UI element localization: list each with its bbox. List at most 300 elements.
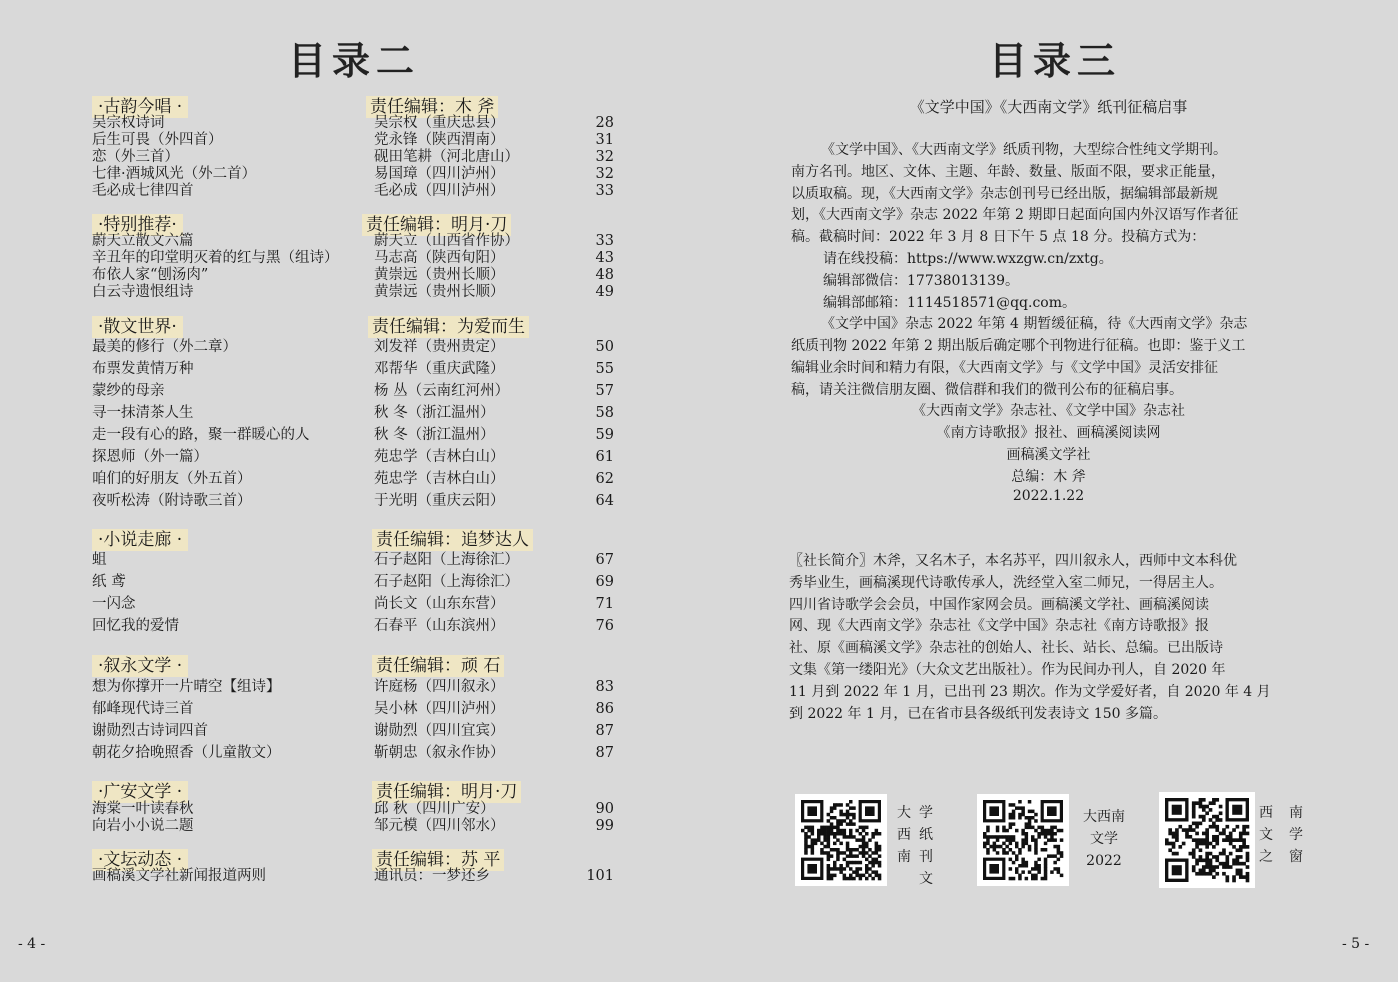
qr-module <box>807 826 811 830</box>
qr-module <box>1212 869 1216 873</box>
section-editor: 责任编辑：明月·刀 <box>372 781 521 803</box>
qr-module <box>1189 828 1193 832</box>
qr-module <box>827 829 831 833</box>
qr-module <box>1219 862 1223 866</box>
qr-module <box>1212 801 1216 805</box>
qr-module <box>1021 861 1025 865</box>
qr-module <box>811 842 815 846</box>
qr-module <box>1034 861 1038 865</box>
qr-module <box>1219 832 1223 836</box>
qr-module <box>830 816 834 820</box>
qr-module <box>827 835 831 839</box>
bio-line: 网、现《大西南文学》杂志社《文学中国》杂志社《南方诗歌报》报 <box>789 618 1209 635</box>
qr-module <box>868 854 872 858</box>
qr-module <box>801 829 805 833</box>
qr-module <box>1012 822 1016 826</box>
qr-module <box>1025 861 1029 865</box>
qr-label-1-col2: 学 纸 刊 文 <box>919 805 933 887</box>
qr-module <box>836 819 840 823</box>
qr-module <box>1205 842 1209 846</box>
entry-page: 62 <box>595 471 614 487</box>
qr-module <box>1205 835 1209 839</box>
qr-module <box>1222 838 1226 842</box>
notice-line: 稿。截稿时间：2022 年 3 月 8 日下午 5 点 18 分。投稿方式为： <box>791 229 1206 246</box>
qr-module <box>1222 848 1226 852</box>
section-heading: ·小说走廊 · <box>92 529 188 551</box>
qr-module <box>855 848 859 852</box>
qr-module <box>1192 855 1196 859</box>
qr-module <box>1044 877 1048 881</box>
qr-module <box>1009 803 1013 807</box>
qr-module <box>1053 861 1057 865</box>
qr-module <box>830 848 834 852</box>
qr-module <box>1037 870 1041 874</box>
qr-module <box>807 835 811 839</box>
qr-module <box>1212 875 1216 879</box>
qr-module <box>1215 835 1219 839</box>
qr-module <box>871 835 875 839</box>
entry-title: 吴宗权诗词 <box>92 115 165 131</box>
qr-module <box>875 861 879 865</box>
qr-module <box>1047 854 1051 858</box>
notice-body <box>791 140 1311 402</box>
qr-module <box>1021 829 1025 833</box>
qr-module <box>852 822 856 826</box>
section-editor: 责任编辑：木 斧 <box>366 96 498 118</box>
qr-module <box>836 858 840 862</box>
qr-module <box>1018 816 1022 820</box>
qr-module <box>1242 862 1246 866</box>
qr-module <box>1047 832 1051 836</box>
qr-module <box>836 829 840 833</box>
qr-module <box>827 864 831 868</box>
notice-wechat: 编辑部微信：17738013139。 <box>823 272 1019 289</box>
qr-module <box>804 838 808 842</box>
qr-module <box>846 877 850 881</box>
qr-code-2[interactable] <box>977 794 1069 886</box>
qr-module <box>804 851 808 855</box>
qr-module <box>843 813 847 817</box>
qr-module <box>817 832 821 836</box>
qr-module <box>849 813 853 817</box>
qr-module <box>839 864 843 868</box>
qr-module <box>1215 855 1219 859</box>
qr-module <box>1168 842 1172 846</box>
qr-module <box>1034 848 1038 852</box>
qr-module <box>1165 838 1169 842</box>
qr-module <box>843 835 847 839</box>
qr-module <box>1215 872 1219 876</box>
qr-module <box>1209 808 1213 812</box>
qr-label-2-line: 2022 <box>1086 853 1122 869</box>
entry-title: 画稿溪文学社新闻报道两则 <box>92 868 266 884</box>
qr-module <box>993 845 997 849</box>
qr-module <box>833 826 837 830</box>
notice-link[interactable]: 请在线投稿：https://www.wxzgw.cn/zxtg。 <box>823 250 1113 267</box>
qr-module <box>1185 835 1189 839</box>
qr-module <box>1192 848 1196 852</box>
qr-module <box>1182 828 1186 832</box>
qr-module <box>1002 835 1006 839</box>
qr-module <box>1202 838 1206 842</box>
qr-module <box>1225 858 1229 862</box>
qr-module <box>862 874 866 878</box>
qr-module <box>1178 825 1182 829</box>
qr-module <box>1053 832 1057 836</box>
qr-module <box>836 854 840 858</box>
qr-module <box>843 858 847 862</box>
qr-module <box>849 861 853 865</box>
qr-module <box>852 854 856 858</box>
notice-line: 划，《大西南文学》杂志 2022 年第 2 期即日起面向国内外汉语写作者征 <box>791 207 1239 224</box>
entry-author: 尚长文（山东东营） <box>374 596 505 612</box>
entry-title: 回忆我的爱情 <box>92 618 179 634</box>
qr-module <box>1239 869 1243 873</box>
qr-module <box>849 867 853 871</box>
qr-module <box>1050 832 1054 836</box>
right-page <box>699 0 1398 982</box>
qr-module <box>868 874 872 878</box>
qr-module <box>811 838 815 842</box>
qr-module <box>1185 832 1189 836</box>
qr-module <box>839 870 843 874</box>
entry-title: 纸 鸢 <box>92 574 126 590</box>
qr-module <box>1021 845 1025 849</box>
qr-module <box>1199 798 1203 802</box>
qr-module <box>1195 801 1199 805</box>
qr-module <box>859 867 863 871</box>
entry-author: 石子赵阳（上海徐汇） <box>374 574 519 590</box>
qr-module <box>833 864 837 868</box>
qr-module <box>1212 838 1216 842</box>
qr-module <box>1009 848 1013 852</box>
qr-module <box>849 829 853 833</box>
qr-module <box>865 864 869 868</box>
qr-module <box>839 813 843 817</box>
qr-module <box>1050 870 1054 874</box>
qr-module <box>1215 825 1219 829</box>
entry-page: 58 <box>595 405 614 421</box>
qr-module <box>1028 822 1032 826</box>
qr-module <box>839 829 843 833</box>
qr-module <box>1205 855 1209 859</box>
qr-module <box>807 829 811 833</box>
qr-module <box>849 832 853 836</box>
entry-author: 秋 冬（浙江温州） <box>374 427 495 443</box>
qr-module <box>855 838 859 842</box>
qr-module <box>1246 865 1250 869</box>
qr-module <box>836 848 840 852</box>
section-heading: ·特别推荐· <box>92 214 183 236</box>
qr-module <box>1034 829 1038 833</box>
qr-module <box>1212 865 1216 869</box>
qr-module <box>1060 829 1064 833</box>
qr-module <box>859 874 863 878</box>
qr-module <box>859 845 863 849</box>
qr-module <box>1025 816 1029 820</box>
qr-module <box>986 829 990 833</box>
qr-module <box>1018 800 1022 804</box>
qr-module <box>1028 870 1032 874</box>
qr-module <box>849 806 853 810</box>
qr-module <box>833 874 837 878</box>
qr-module <box>1236 825 1240 829</box>
qr-module <box>839 832 843 836</box>
entry-author: 苑忠学（吉林白山） <box>374 449 505 465</box>
entry-author: 刘发祥（贵州贵定） <box>374 339 505 355</box>
qr-module <box>1199 805 1203 809</box>
qr-module <box>1182 842 1186 846</box>
qr-module <box>1034 864 1038 868</box>
qr-module <box>1222 872 1226 876</box>
qr-module <box>1212 845 1216 849</box>
qr-module <box>1195 845 1199 849</box>
qr-module <box>1239 872 1243 876</box>
qr-module <box>1015 845 1019 849</box>
qr-module <box>859 851 863 855</box>
qr-module <box>996 851 1000 855</box>
qr-module <box>1219 818 1223 822</box>
qr-module <box>875 842 879 846</box>
qr-module <box>1242 845 1246 849</box>
qr-module <box>1205 852 1209 856</box>
qr-module <box>983 842 987 846</box>
qr-module <box>1047 829 1051 833</box>
qr-module <box>1060 838 1064 842</box>
qr-module <box>823 832 827 836</box>
qr-module <box>1025 864 1029 868</box>
qr-module <box>1060 851 1064 855</box>
qr-module <box>1239 838 1243 842</box>
qr-module <box>811 851 815 855</box>
qr-module <box>1236 838 1240 842</box>
notice-email[interactable]: 编辑部邮箱：1114518571@qq.com。 <box>823 294 1076 311</box>
entry-title: 白云寺遗恨组诗 <box>92 284 194 300</box>
qr-module <box>1178 845 1182 849</box>
qr-module <box>827 877 831 881</box>
qr-module <box>827 845 831 849</box>
qr-module <box>878 874 882 878</box>
entry-author: 易国璋（四川泸州） <box>374 166 505 182</box>
qr-module <box>823 826 827 830</box>
entry-author: 蔚天立（山西省作协） <box>374 233 519 249</box>
qr-module <box>839 803 843 807</box>
qr-module <box>855 829 859 833</box>
qr-module <box>1229 852 1233 856</box>
qr-module <box>839 867 843 871</box>
entry-title: 走一段有心的路，聚一群暖心的人 <box>92 427 310 443</box>
qr-module <box>1222 832 1226 836</box>
bio-line: 社、原《画稿溪文学》杂志社的创始人、社长、站长、总编。已出版诗 <box>789 640 1223 657</box>
qr-module <box>1192 805 1196 809</box>
qr-module <box>1202 842 1206 846</box>
qr-module <box>1012 835 1016 839</box>
qr-module <box>852 877 856 881</box>
qr-module <box>993 835 997 839</box>
page-number-right: - 5 - <box>1342 936 1370 952</box>
qr-module <box>1239 835 1243 839</box>
qr-module <box>1205 865 1209 869</box>
qr-module <box>1031 838 1035 842</box>
qr-module <box>1209 801 1213 805</box>
qr-label-3-col1: 西 文 之 <box>1259 805 1273 865</box>
qr-module <box>1031 835 1035 839</box>
qr-module <box>986 826 990 830</box>
qr-module <box>1205 832 1209 836</box>
entry-author: 吴小林（四川泸州） <box>374 701 505 717</box>
entry-page: 55 <box>595 361 614 377</box>
qr-finder <box>807 864 817 874</box>
qr-module <box>865 867 869 871</box>
qr-module <box>833 861 837 865</box>
qr-module <box>1242 838 1246 842</box>
section-editor: 责任编辑：明月·刀 <box>362 214 511 236</box>
bio-line: 到 2022 年 1 月，已在省市县各级纸刊发表诗文 150 多篇。 <box>789 705 1167 722</box>
qr-module <box>827 851 831 855</box>
qr-module <box>811 826 815 830</box>
entry-author: 邓帮华（重庆武隆） <box>374 361 505 377</box>
qr-module <box>862 838 866 842</box>
qr-module <box>1025 835 1029 839</box>
qr-module <box>871 864 875 868</box>
notice-line: 《文学中国》、《大西南文学》纸质刊物，大型综合性纯文学期刊。 <box>821 142 1227 158</box>
entry-title: 朝花夕拾晚照香（儿童散文） <box>92 745 281 761</box>
qr-module <box>875 851 879 855</box>
qr-module <box>830 810 834 814</box>
notice-line: 南方名刊。地区、文体、主题、年龄、数量、版面不限，要求正能量， <box>791 163 1225 180</box>
qr-module <box>839 842 843 846</box>
entry-page: 61 <box>595 449 614 465</box>
qr-module <box>1057 829 1061 833</box>
entry-title: 谢勋烈古诗词四首 <box>92 723 208 739</box>
qr-module <box>1021 810 1025 814</box>
qr-module <box>1050 829 1054 833</box>
qr-module <box>1018 864 1022 868</box>
qr-finder <box>1172 865 1182 875</box>
qr-module <box>865 826 869 830</box>
qr-module <box>1246 879 1250 883</box>
qr-module <box>820 832 824 836</box>
qr-module <box>1246 858 1250 862</box>
qr-module <box>843 851 847 855</box>
entry-page: 99 <box>595 818 614 834</box>
qr-module <box>827 870 831 874</box>
qr-module <box>1041 848 1045 852</box>
qr-module <box>1236 869 1240 873</box>
qr-module <box>827 858 831 862</box>
qr-module <box>1175 832 1179 836</box>
qr-module <box>820 826 824 830</box>
qr-module <box>1192 865 1196 869</box>
entry-title: 最美的修行（外二章） <box>92 339 237 355</box>
toc-title-3: 目录三 <box>989 38 1122 83</box>
qr-module <box>852 861 856 865</box>
qr-module <box>1232 828 1236 832</box>
qr-module <box>875 848 879 852</box>
entry-title: 郁峰现代诗三首 <box>92 701 194 717</box>
qr-module <box>986 835 990 839</box>
bio-line: 11 月到 2022 年 1 月，已出刊 23 期次。作为文学爱好者，自 2020 年 4 月 <box>789 683 1271 700</box>
qr-module <box>878 845 882 849</box>
qr-module <box>1028 810 1032 814</box>
qr-module <box>862 848 866 852</box>
qr-module <box>1005 829 1009 833</box>
qr-module <box>849 854 853 858</box>
qr-code-3[interactable] <box>1159 792 1255 888</box>
entry-author: 邱 秋（四川广安） <box>374 801 495 817</box>
qr-module <box>814 842 818 846</box>
section-heading: ·叙永文学 · <box>92 655 188 677</box>
qr-module <box>843 877 847 881</box>
qr-module <box>1028 848 1032 852</box>
qr-module <box>833 803 837 807</box>
qr-module <box>1034 867 1038 871</box>
qr-module <box>1015 870 1019 874</box>
qr-module <box>1222 828 1226 832</box>
qr-module <box>1012 813 1016 817</box>
entry-page: 50 <box>595 339 614 355</box>
qr-module <box>1205 805 1209 809</box>
qr-module <box>836 822 840 826</box>
entry-author: 砚田笔耕（河北唐山） <box>374 149 519 165</box>
qr-module <box>1034 877 1038 881</box>
qr-module <box>1232 879 1236 883</box>
qr-module <box>811 848 815 852</box>
qr-module <box>878 848 882 852</box>
qr-module <box>1195 822 1199 826</box>
qr-module <box>862 829 866 833</box>
qr-module <box>865 845 869 849</box>
qr-module <box>1037 858 1041 862</box>
qr-module <box>1246 845 1250 849</box>
qr-module <box>830 867 834 871</box>
qr-module <box>830 806 834 810</box>
section-heading: ·散文世界· <box>92 316 183 338</box>
qr-module <box>1205 845 1209 849</box>
qr-module <box>1021 838 1025 842</box>
qr-module <box>1225 862 1229 866</box>
qr-module <box>859 877 863 881</box>
entry-page: 48 <box>595 267 614 283</box>
qr-module <box>1199 815 1203 819</box>
qr-module <box>1175 838 1179 842</box>
qr-module <box>855 870 859 874</box>
qr-module <box>1034 845 1038 849</box>
qr-finder <box>865 806 875 816</box>
qr-module <box>1192 808 1196 812</box>
qr-module <box>836 826 840 830</box>
qr-module <box>871 870 875 874</box>
qr-module <box>1215 815 1219 819</box>
entry-author: 于光明（重庆云阳） <box>374 493 505 509</box>
entry-author: 苑忠学（吉林白山） <box>374 471 505 487</box>
qr-module <box>993 842 997 846</box>
qr-module <box>804 832 808 836</box>
qr-module <box>1031 877 1035 881</box>
qr-module <box>1195 862 1199 866</box>
qr-module <box>836 851 840 855</box>
qr-module <box>1012 851 1016 855</box>
qr-module <box>859 838 863 842</box>
signature-line: 《大西南文学》杂志社、《文学中国》杂志社 <box>912 403 1185 419</box>
entry-page: 87 <box>595 745 614 761</box>
qr-module <box>827 826 831 830</box>
qr-module <box>1012 877 1016 881</box>
qr-module <box>1229 842 1233 846</box>
qr-module <box>1232 838 1236 842</box>
qr-module <box>1205 838 1209 842</box>
qr-code-1[interactable] <box>795 794 887 886</box>
